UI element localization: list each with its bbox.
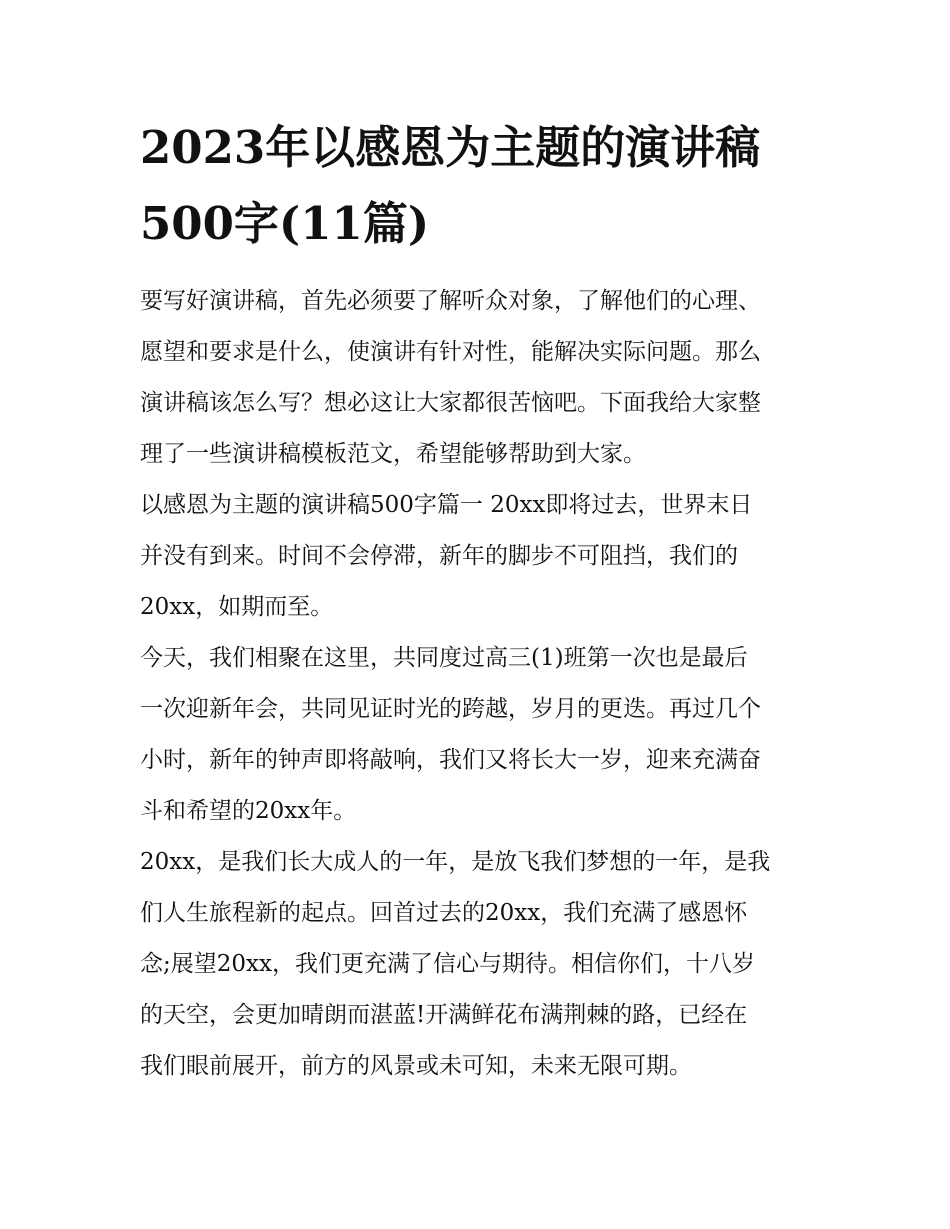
text-line: 要写好演讲稿，首先必须要了解听众对象，了解他们的心理、 [140,288,761,314]
document-page [140,110,820,1092]
text-line: 的天空，会更加晴朗而湛蓝!开满鲜花布满荆棘的路，已经在 [140,1002,748,1028]
text-line: 演讲稿该怎么写？想必这让大家都很苦恼吧。下面我给大家整 [140,390,761,416]
paragraph-1 [140,480,820,633]
title-line: 2023年以感恩为主题的演讲稿 [140,121,761,174]
document-title [140,110,820,262]
paragraph-3 [140,837,820,1092]
text-line: 以感恩为主题的演讲稿500字篇一 20xx即将过去，世界末日 [140,492,753,518]
text-line: 斗和希望的20xx年。 [140,798,357,824]
text-line: 并没有到来。时间不会停滞，新年的脚步不可阻挡，我们的 [140,543,738,569]
text-line: 们人生旅程新的起点。回首过去的20xx，我们充满了感恩怀 [140,900,748,926]
text-line: 20xx，是我们长大成人的一年，是放飞我们梦想的一年，是我 [140,849,771,875]
paragraph-intro [140,276,820,480]
text-line: 一次迎新年会，共同见证时光的跨越，岁月的更迭。再过几个 [140,696,761,722]
text-line: 理了一些演讲稿模板范文，希望能够帮助到大家。 [140,441,646,467]
text-line: 愿望和要求是什么，使演讲有针对性，能解决实际问题。那么 [140,339,761,365]
text-line: 小时，新年的钟声即将敲响，我们又将长大一岁，迎来充满奋 [140,747,761,773]
text-line: 20xx，如期而至。 [140,594,334,620]
text-line: 念;展望20xx，我们更充满了信心与期待。相信你们，十八岁 [140,951,755,977]
text-line: 我们眼前展开，前方的风景或未可知，未来无限可期。 [140,1053,692,1079]
title-line: 500字(11篇) [140,197,430,250]
paragraph-2 [140,633,820,837]
text-line: 今天，我们相聚在这里，共同度过高三(1)班第一次也是最后 [140,645,748,671]
